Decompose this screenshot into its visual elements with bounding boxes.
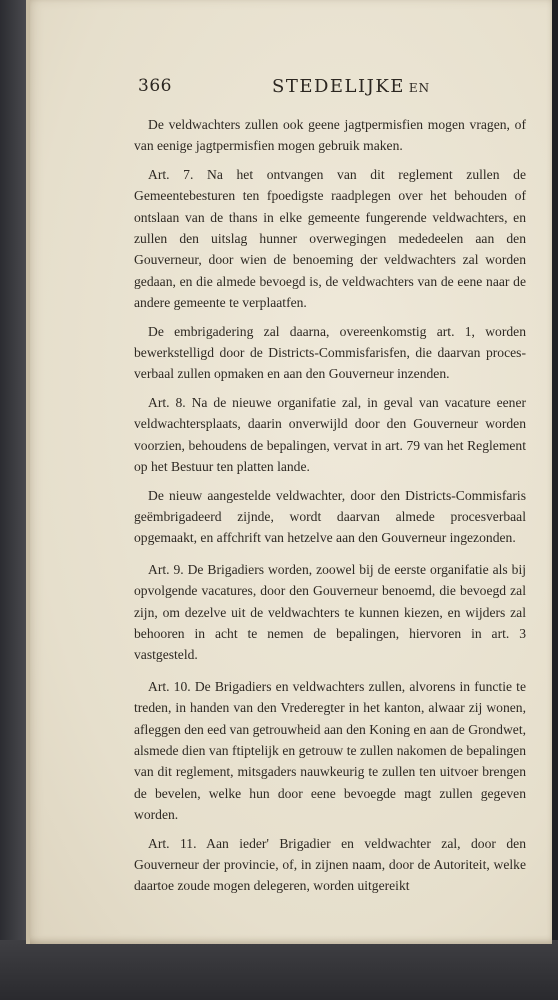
- paragraph-article-11: Art. 11. Aan ieder' Brigadier en veldwachter zal, door den Gouverneur der provincie, of, in zijnen naam, door de Autoriteit, welke daartoe zoude mogen delegeren, worden uitgereikt: [134, 835, 526, 894]
- scan-backdrop-bottom: [0, 940, 558, 1000]
- page-header: [138, 76, 438, 102]
- running-head-conjunction: EN: [408, 81, 431, 95]
- paragraph-embrigadering: De embrigadering zal daarna, overeenkomstig art. 1, worden bewerkstelligd door de Districts-Commisfarisfen, die daarvan proces-verbaal zullen opmaken en aan den Gouverneur inzenden.: [134, 323, 526, 382]
- running-head: [272, 76, 430, 97]
- scan-backdrop-right: [552, 0, 558, 1000]
- running-head-title: STEDELIJKE: [272, 76, 405, 97]
- page-number: 366: [138, 76, 172, 96]
- paragraph-article-10: Art. 10. De Brigadiers en veldwachters zullen, alvorens in functie te treden, in handen van den Vrederegter in het kanton, alwaar zij wonen, afleggen den eed van getrouwheid aan den Koning en aan de Grondwet, alsmede dien van ftiptelijk en getrouw te zullen nakomen de bepalingen van dit reglement, mitsgaders nauwkeurig te zullen ten uitvoer brengen de bevelen, welke hun door eene bevoegde magt zullen gegeven worden.: [134, 678, 526, 823]
- page-gutter-edge: [26, 0, 30, 944]
- paragraph-nieuw-aangestelde: De nieuw aangestelde veldwachter, door den Districts-Commisfaris geëmbrigadeerd zijnde, wordt daarvan almede procesverbaal opgemaakt, en affchrift van hetzelve aan den Gouverneur ingezonden.: [134, 487, 526, 546]
- paragraph-article-7: Art. 7. Na het ontvangen van dit reglement zullen de Gemeentebesturen ten fpoedigste raadplegen over het behouden of ontslaan van de thans in elke gemeente fungerende veldwachters, en zullen den uitslag hunner overwegingen mededeelen aan den Gouverneur, door wien de benoeming der veldwachters zal worden gedaan, en die almede bevoegd is, de veldwachters van de eene naar de andere gemeente te verplaatfen.: [134, 166, 526, 311]
- paragraph-article-9: Art. 9. De Brigadiers worden, zoowel bij de eerste organifatie als bij opvolgende vacatures, door den Gouverneur benoemd, die bevoegd zal zijn, om dezelve uit de veldwachters te kunnen kiezen, en wijders zal behooren in acht te nemen de bepalingen, hiervoren in art. 3 vastgesteld.: [134, 561, 526, 663]
- paragraph-veldwachters-jagtpermisfien: De veldwachters zullen ook geene jagtpermisfien mogen vragen, of van eenige jagtpermisfien mogen gebruik maken.: [134, 117, 526, 154]
- body-text: [134, 114, 526, 897]
- scan-backdrop-left: [0, 0, 26, 1000]
- paragraph-article-8: Art. 8. Na de nieuwe organifatie zal, in geval van vacature eener veldwachtersplaats, daarin onverwijld door den Gouverneur worden voorzien, behoudens de bepalingen, vervat in art. 79 van het Reglement op het Bestuur ten platten lande.: [134, 394, 526, 475]
